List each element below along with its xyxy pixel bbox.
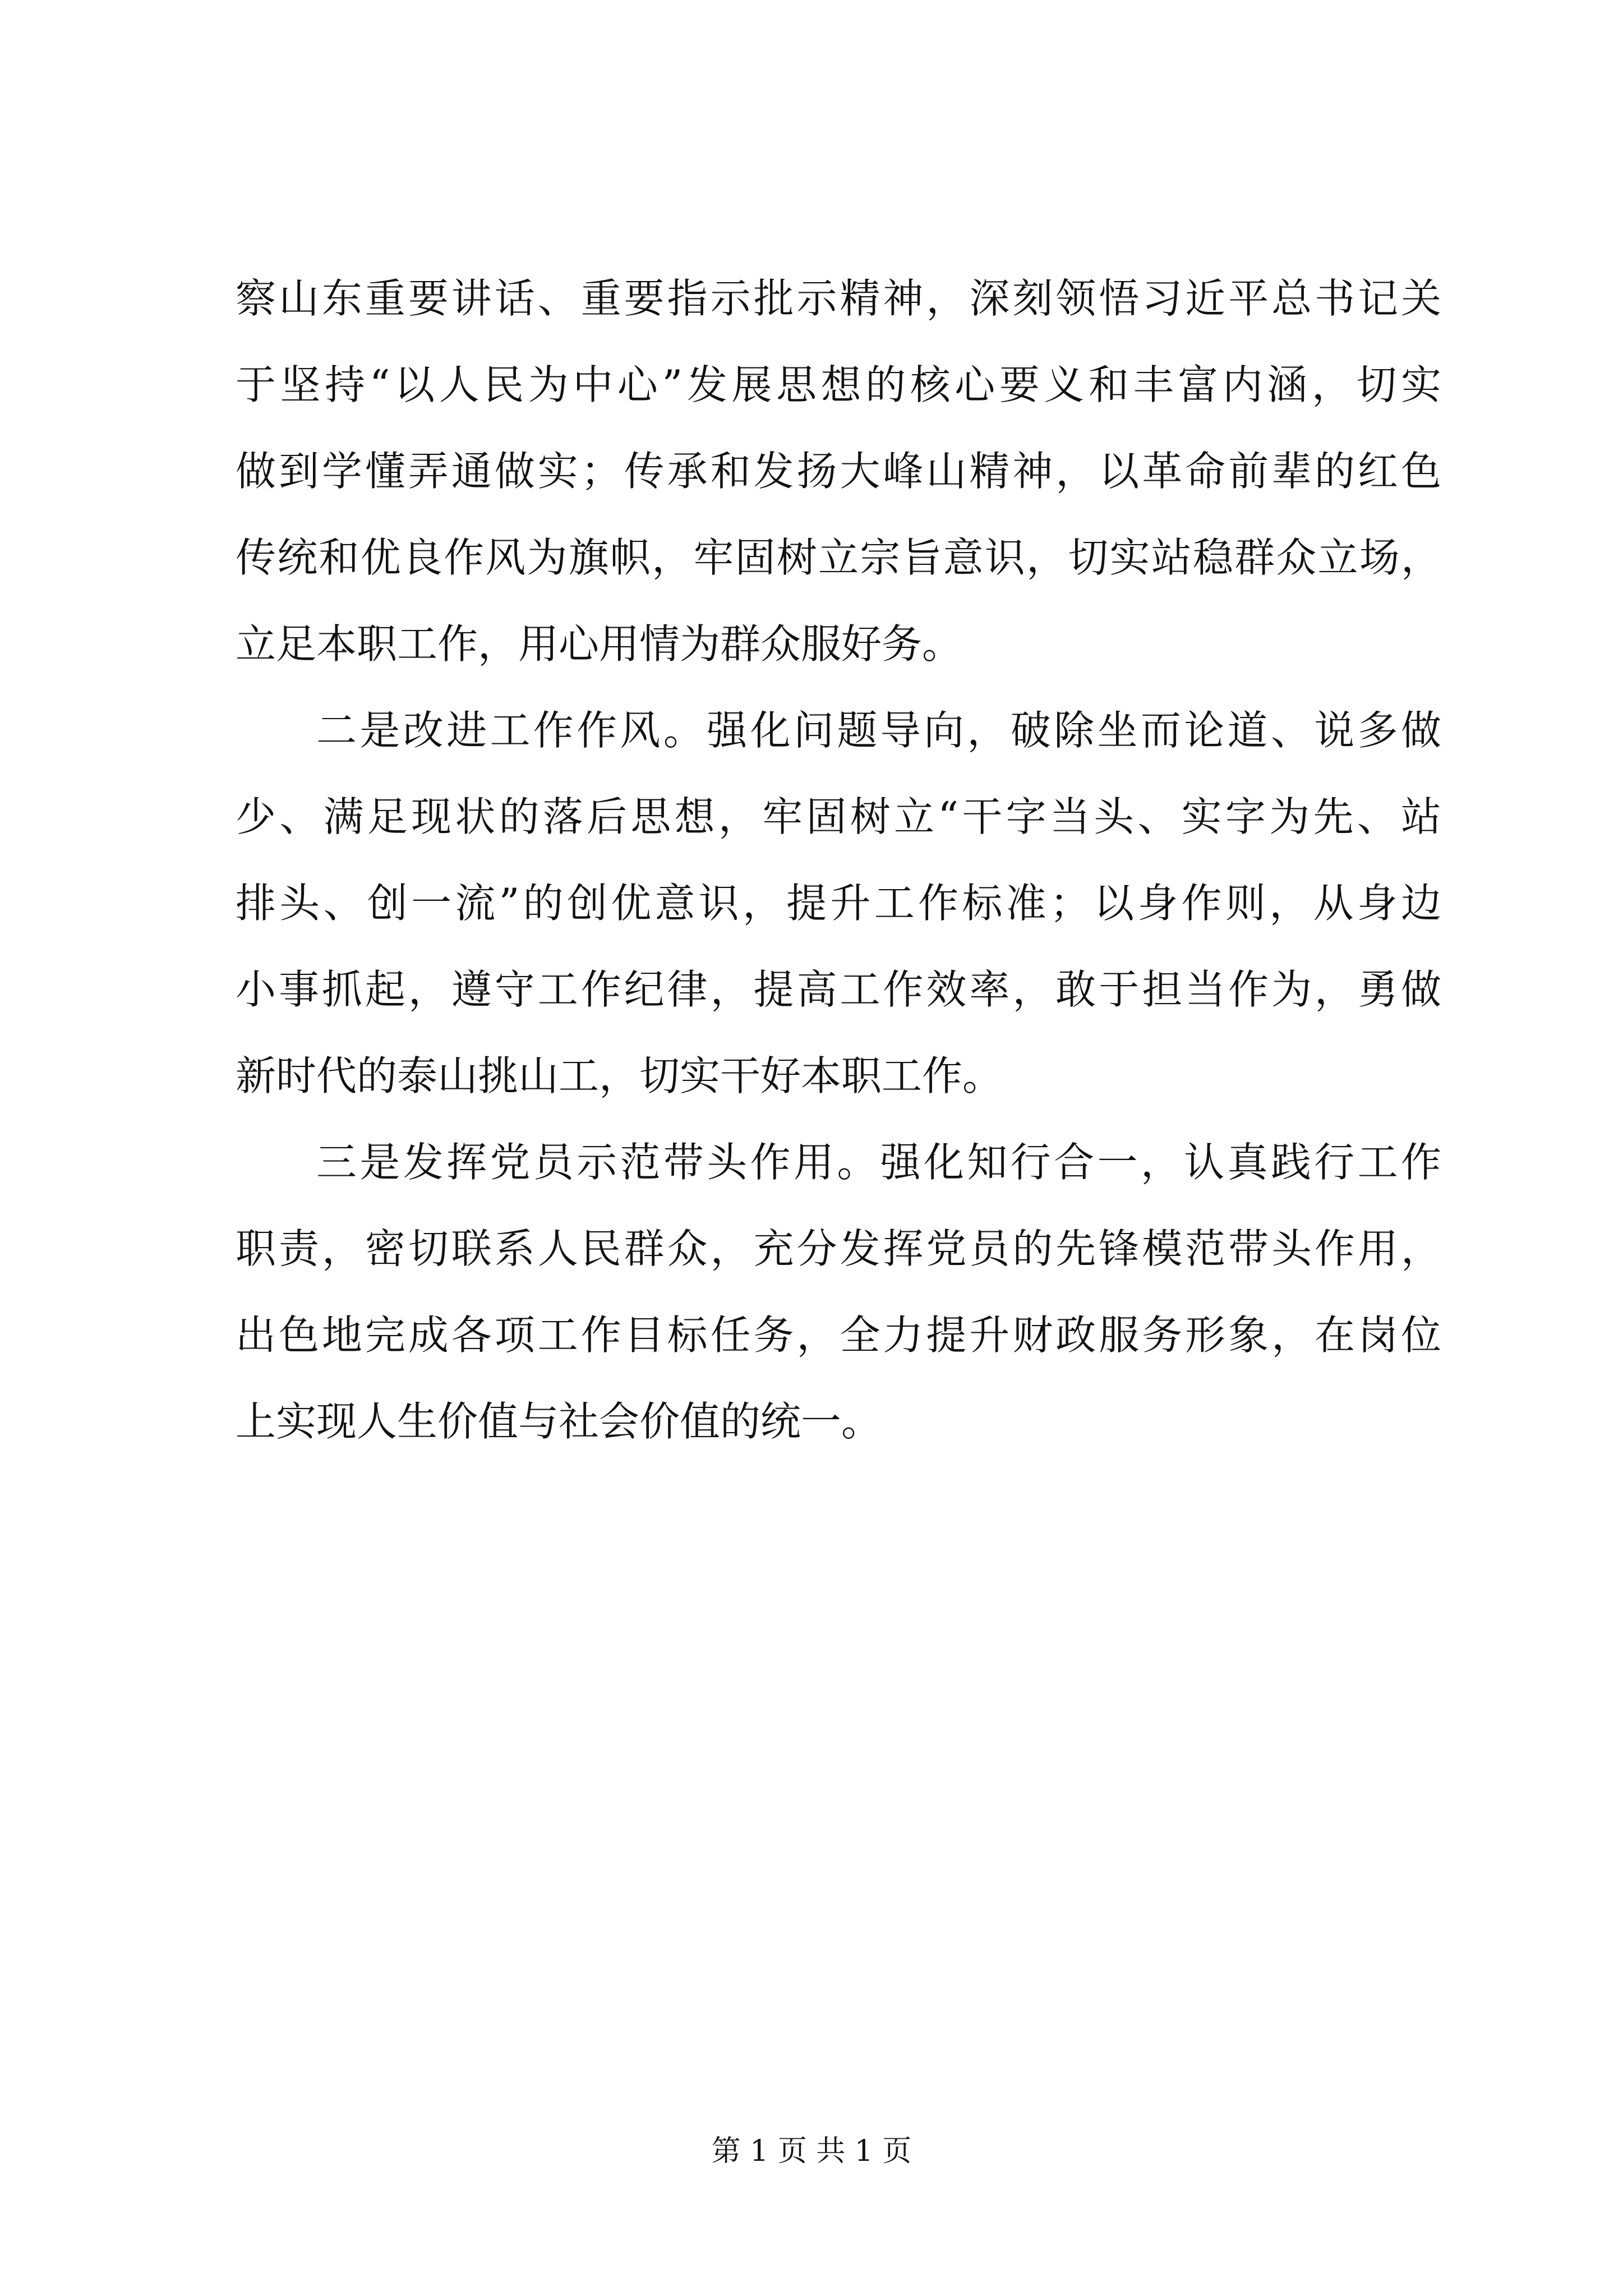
- paragraph-2-line-1: 二是改进工作作风。强化问题导向，破除坐而论道、说多做: [316, 707, 1441, 754]
- paragraph-1-line-2: 于坚持“以人民为中心”发展思想的核心要义和丰富内涵，切实: [236, 361, 1441, 408]
- paragraph-2-line-3: 排头、创一流”的创优意识，提升工作标准；以身作则，从身边: [236, 880, 1441, 927]
- paragraph-1-line-4: 传统和优良作风为旗帜，牢固树立宗旨意识，切实站稳群众立场，: [236, 534, 1441, 581]
- paragraph-2-line-5: 新时代的泰山挑山工，切实干好本职工作。: [236, 1052, 1003, 1099]
- paragraph-1-line-5: 立足本职工作，用心用情为群众服好务。: [236, 620, 963, 668]
- paragraph-3-line-4: 上实现人生价值与社会价值的统一。: [236, 1398, 882, 1445]
- page-footer: 第 1 页 共 1 页: [711, 2134, 912, 2168]
- paragraph-3-line-3: 出色地完成各项工作目标任务，全力提升财政服务形象，在岗位: [236, 1312, 1441, 1359]
- paragraph-3-line-2: 职责，密切联系人民群众，充分发挥党员的先锋模范带头作用，: [236, 1225, 1441, 1272]
- paragraph-3-line-1: 三是发挥党员示范带头作用。强化知行合一，认真践行工作: [316, 1139, 1441, 1186]
- paragraph-2-line-2: 少、满足现状的落后思想，牢固树立“干字当头、实字为先、站: [236, 793, 1441, 840]
- paragraph-2-line-4: 小事抓起，遵守工作纪律，提高工作效率，敢于担当作为，勇做: [236, 966, 1441, 1013]
- paragraph-1-line-1: 察山东重要讲话、重要指示批示精神，深刻领悟习近平总书记关: [236, 275, 1441, 322]
- paragraph-1-line-3: 做到学懂弄通做实；传承和发扬大峰山精神，以革命前辈的红色: [236, 448, 1441, 495]
- document-body: [236, 255, 1441, 1465]
